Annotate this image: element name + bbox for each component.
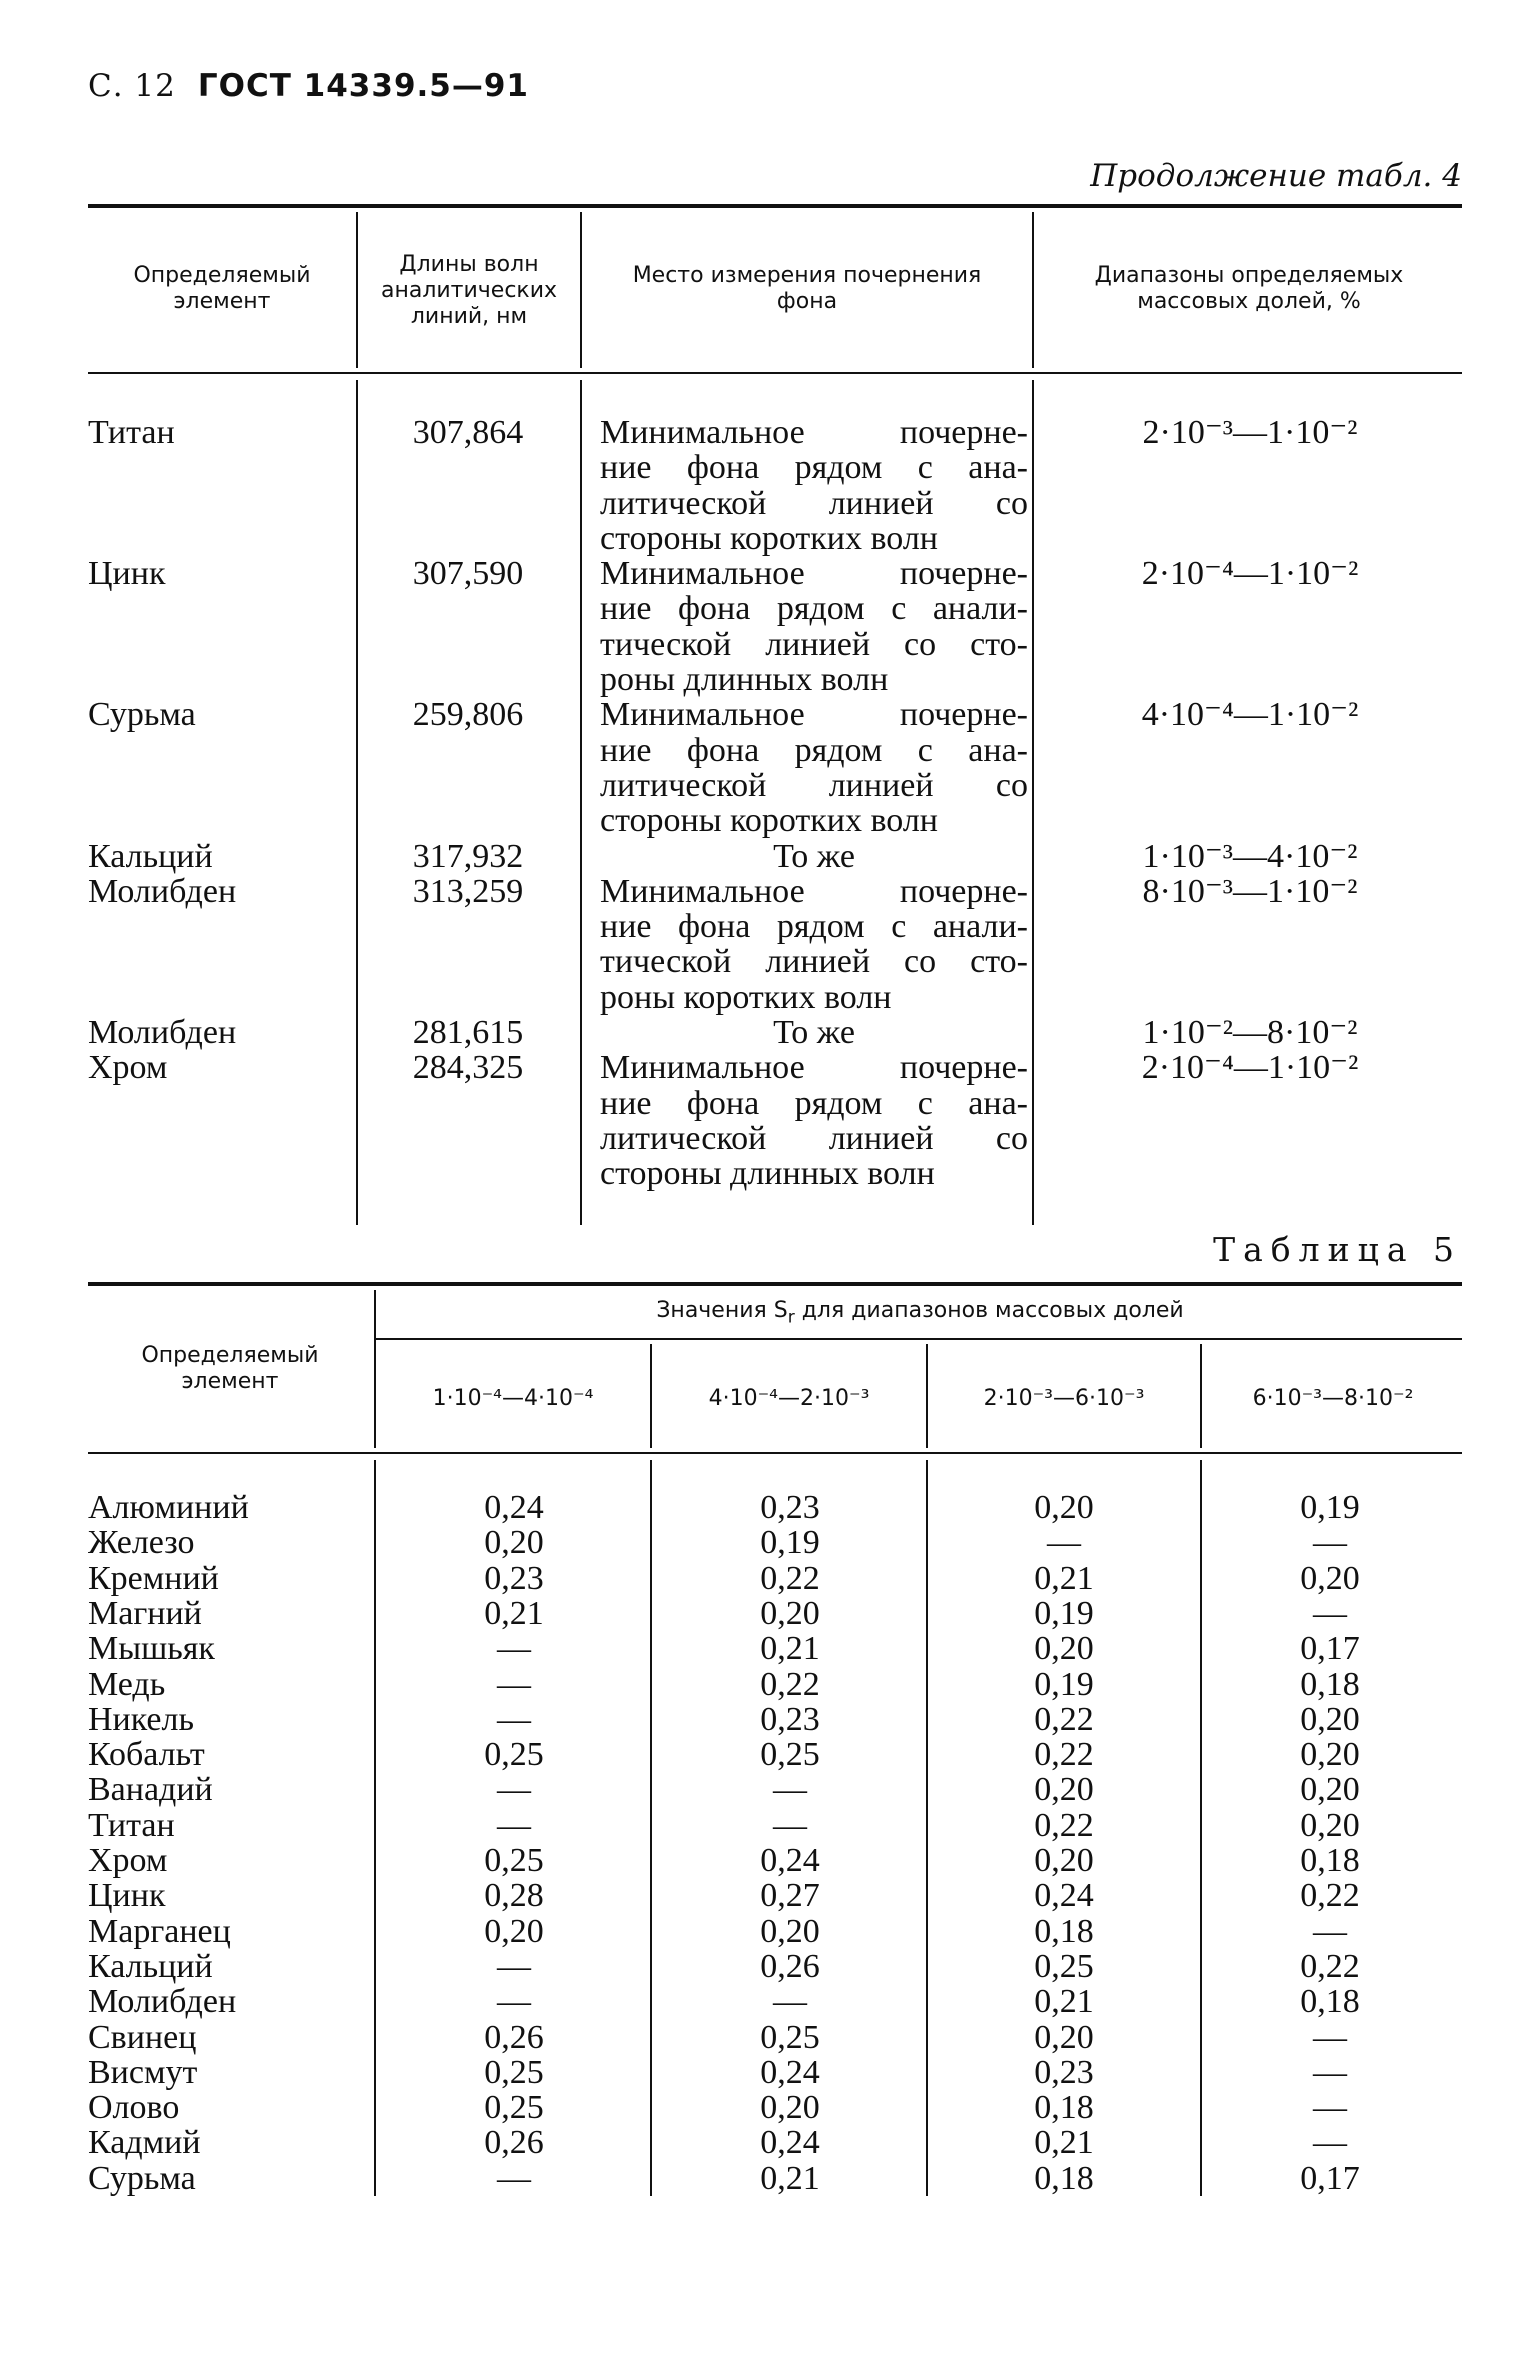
table5-element: Молибден [88,1983,237,2021]
table5-col-element: Определяемый элемент [141,1343,319,1394]
table4-spacer [1040,486,1460,521]
table4-place-line: То же [773,837,855,875]
table5-value: 0,26 [484,2124,544,2162]
table5-element: Кобальт [88,1736,205,1774]
table5-value: 0,25 [760,1736,820,1774]
table4-spacer [88,1086,348,1121]
table4-spacer [1040,1086,1460,1121]
table-row [0,1808,1536,1843]
table-row [0,1737,1536,1772]
table5-value: 0,18 [1034,2159,1094,2197]
table5-value: 0,19 [1034,1665,1094,1703]
table4-element: Кальций [88,837,213,875]
page-number: С. 12 [88,68,176,104]
table5-value: 0,18 [1300,1665,1360,1703]
table4-top-rule [88,204,1462,208]
table5-element: Хром [88,1842,168,1879]
table5-element: Никель [88,1700,194,1738]
table-row [0,2055,1536,2090]
table5-value: — [497,1771,531,1809]
table5-value: 0,22 [1300,1877,1360,1915]
table4-place-line: То же [773,1014,855,1052]
table5-value: 0,28 [484,1877,544,1915]
table4-place-line: Минимальное почерне- [600,556,1028,592]
table4-place-line: роны коротких волн [600,978,892,1016]
table4-range: 2·10⁻³—1·10⁻² [1142,414,1358,451]
table4-place-line: ние фона рядом с анали- [600,591,1028,627]
table4-range-column [1040,415,1460,1192]
table4-place-line: стороны коротких волн [600,802,938,840]
table4-place-line: ние фона рядом с ана- [600,1085,1028,1121]
table4-col-element: Определяемый элемент [133,263,311,314]
table4-spacer [88,521,348,556]
table-row [0,2090,1536,2125]
table-row [0,1702,1536,1737]
table5-value: 0,17 [1300,1630,1360,1668]
table4-spacer [362,944,574,979]
table5-element: Висмут [88,2053,198,2091]
table4-range: 2·10⁻⁴—1·10⁻² [1141,555,1359,593]
table4-spacer [88,1121,348,1156]
table5-col-range-1: 1·10⁻⁴—4·10⁻⁴ [432,1386,594,1411]
table5-value: 0,26 [484,2018,544,2056]
table4-place-line: ние фона рядом с ана- [600,450,1028,486]
table5-element: Железо [88,1524,195,1562]
table4-place-line: ние фона рядом с ана- [600,732,1028,768]
table5-divider [1200,1344,1202,1448]
table5-value: 0,25 [484,1736,544,1774]
table5-value: 0,19 [1300,1489,1360,1526]
table5-value: — [1313,2053,1347,2091]
table5-value: 0,20 [484,1524,544,1562]
table5-value: 0,20 [1034,2018,1094,2056]
table4-col-range: Диапазоны определяемых массовых долей, % [1094,263,1404,314]
table5-value: 0,20 [1300,1559,1360,1597]
table5-value: 0,17 [1300,2159,1360,2197]
table5-value: 0,19 [1034,1594,1094,1632]
table4-divider [580,380,582,1225]
table5-value: 0,21 [1034,1559,1094,1597]
table5-value: 0,22 [760,1559,820,1597]
table5-divider [926,1344,928,1448]
table-row [0,1596,1536,1631]
table4-spacer [88,627,348,662]
table5-value: 0,20 [1034,1842,1094,1879]
table-row [0,1878,1536,1913]
table5-top-rule [88,1282,1462,1286]
table5-element: Свинец [88,2018,197,2056]
table4-spacer [88,450,348,485]
table5-value: 0,20 [1034,1771,1094,1809]
table5-value: 0,20 [1034,1489,1094,1526]
table4-place-line: роны длинных волн [600,661,889,699]
table-row [0,1525,1536,1560]
table5-value: 0,21 [760,1630,820,1668]
table5-value: 0,20 [1300,1736,1360,1774]
table4-spacer [1040,803,1460,838]
table4-col-wavelength: Длины волн аналитических линий, нм [380,252,558,329]
table4-spacer [88,591,348,626]
table5-value: 0,25 [760,2018,820,2056]
table5-element: Сурьма [88,2159,196,2197]
table4-spacer [1040,450,1460,485]
table4-spacer [362,733,574,768]
table4-place-line: Минимальное почерне- [600,873,1028,910]
table4-spacer [1040,944,1460,979]
table5-value: — [497,1947,531,1985]
table5-element: Цинк [88,1877,166,1915]
table4-place-line: Минимальное почерне- [600,697,1028,733]
table5-value: 0,26 [760,1947,820,1985]
table4-element: Хром [88,1049,168,1087]
table4-range: 1·10⁻³—4·10⁻² [1142,837,1358,875]
table5-value: 0,23 [1034,2053,1094,2091]
table4-spacer [1040,521,1460,556]
table4-spacer [362,521,574,556]
table4-place-line: литической линией со [600,1120,1028,1157]
table5-value: — [1313,1594,1347,1632]
table4-range: 2·10⁻⁴—1·10⁻² [1141,1049,1359,1087]
table4-place-line: тической линией со сто- [600,944,1028,980]
table4-element: Молибден [88,872,237,910]
table5-value: 0,25 [484,2053,544,2091]
table5-element: Алюминий [88,1489,249,1526]
table4-element: Титан [88,414,175,451]
table5-value: 0,24 [484,1489,544,1526]
table5-value: 0,22 [1034,1736,1094,1774]
table4-range: 8·10⁻³—1·10⁻² [1142,872,1358,910]
table4-wavelength: 313,259 [412,872,524,910]
table5-group-rule [374,1338,1462,1340]
table5-value: — [497,2159,531,2197]
table4-spacer [1040,662,1460,697]
table4-header-rule [88,372,1462,374]
table5-value: 0,25 [1034,1947,1094,1985]
table-row [0,1667,1536,1702]
table-row [0,2125,1536,2160]
table4-element: Сурьма [88,696,196,734]
table-row [0,1949,1536,1984]
table-row [0,2161,1536,2196]
table4-spacer [1040,980,1460,1015]
table4-element-column [88,415,348,1192]
table4-spacer [362,768,574,803]
table5-divider [374,1290,376,1448]
table5-col-range-2: 4·10⁻⁴—2·10⁻³ [708,1386,870,1411]
table-row [0,1984,1536,2019]
table5-value: — [773,1983,807,2021]
table4-divider [580,212,582,368]
table5-element: Марганец [88,1912,231,1950]
table5-value: 0,20 [1034,1630,1094,1668]
table4-place-line: литической линией со [600,485,1028,521]
table4-divider [1032,380,1034,1225]
table4-element: Цинк [88,555,166,593]
table5-caption: Таблица 5 [1213,1230,1462,1269]
table5-element: Титан [88,1806,175,1844]
table5-value: 0,22 [1034,1806,1094,1844]
table5-value: 0,20 [1300,1700,1360,1738]
table4-spacer [88,909,348,944]
table4-place-line: ние фона рядом с анали- [600,909,1028,945]
table4-spacer [88,733,348,768]
table5-element: Магний [88,1594,202,1632]
table5-value: 0,20 [760,1594,820,1632]
table5-value: 0,20 [760,1912,820,1950]
table5-value: — [1313,1524,1347,1562]
table5-value: 0,24 [760,1842,820,1879]
table4-spacer [362,662,574,697]
table5-value: 0,18 [1300,1842,1360,1879]
table4-spacer [88,980,348,1015]
table5-value: 0,20 [760,2089,820,2127]
table4-spacer [362,1086,574,1121]
table4-col-place: Место измерения почернения фона [632,263,982,314]
page-header [88,68,529,104]
standard-number: ГОСТ 14339.5—91 [197,68,530,104]
table4-place-line: стороны коротких волн [600,519,938,557]
table4-spacer [362,803,574,838]
table5-value: 0,21 [1034,1983,1094,2021]
table5-value: 0,20 [1300,1771,1360,1809]
table5-value: 0,23 [760,1489,820,1526]
table4-spacer [362,1121,574,1156]
table5-element: Кальций [88,1947,213,1985]
table5-col-range-4: 6·10⁻³—8·10⁻² [1252,1386,1414,1411]
table5-value: 0,18 [1034,2089,1094,2127]
table5-value: 0,20 [484,1912,544,1950]
table4-spacer [88,944,348,979]
table4-spacer [362,486,574,521]
table-row [0,2020,1536,2055]
table5-value: 0,25 [484,2089,544,2127]
table4-place-column [600,415,1028,1192]
table4-wavelength: 307,864 [412,414,524,451]
table5-header-rule [88,1452,1462,1454]
table4-spacer [362,591,574,626]
table5-value: 0,18 [1034,1912,1094,1950]
table4-spacer [88,768,348,803]
table4-wavelength: 307,590 [412,555,524,593]
table5-value: 0,19 [760,1524,820,1562]
table5-element: Кадмий [88,2124,201,2162]
table4-spacer [362,627,574,662]
table4-range: 1·10⁻²—8·10⁻² [1142,1014,1358,1052]
table5-value: 0,27 [760,1877,820,1915]
table-row [0,1843,1536,1878]
table5-value: 0,23 [484,1559,544,1597]
table5-value: — [1313,2089,1347,2127]
table4-wavelength: 317,932 [412,837,524,875]
table-row [0,1631,1536,1666]
table5-value: 0,23 [760,1700,820,1738]
table5-value: 0,24 [1034,1877,1094,1915]
table5-col-group: Значения $S_r$ для диапазонов массовых долей [656,1298,1184,1328]
table4-place-line: Минимальное почерне- [600,1050,1028,1086]
table4-wavelength: 284,325 [412,1049,524,1087]
table4-place-line: литической линией со [600,767,1028,804]
table4-divider [1032,212,1034,368]
table4-wavelength: 281,615 [412,1014,524,1052]
table5-value: 0,24 [760,2124,820,2162]
table4-spacer [1040,627,1460,662]
table5-divider [650,1344,652,1448]
table4-caption: Продолжение табл. 4 [1090,158,1462,194]
table-row [0,1561,1536,1596]
table5-value: 0,22 [1300,1947,1360,1985]
table5-value: 0,24 [760,2053,820,2091]
table4-place-line: тической линией со сто- [600,626,1028,663]
table4-spacer [1040,733,1460,768]
table5-element: Кремний [88,1559,219,1597]
table4-spacer [88,803,348,838]
table5-value: — [497,1983,531,2021]
table5-value: 0,22 [760,1665,820,1703]
table5-value: — [1313,2018,1347,2056]
table5-element: Олово [88,2089,180,2127]
table5-value: — [497,1630,531,1668]
table4-spacer [1040,1156,1460,1191]
table5-value: — [1047,1524,1081,1562]
table4-place-line: стороны длинных волн [600,1155,935,1193]
table4-place-line: Минимальное почерне- [600,415,1028,451]
table4-spacer [1040,768,1460,803]
table5-value: — [497,1806,531,1844]
table5-value: — [773,1771,807,1809]
table5-value: 0,20 [1300,1806,1360,1844]
table5-value: 0,21 [484,1594,544,1632]
table4-range: 4·10⁻⁴—1·10⁻² [1141,696,1359,734]
table4-spacer [88,1156,348,1191]
table-row [0,1914,1536,1949]
table5-element: Мышьяк [88,1630,215,1668]
table4-wavelength-column [362,415,574,1192]
table-row [0,1490,1536,1525]
table4-spacer [88,662,348,697]
table5-value: — [773,1806,807,1844]
table5-value: 0,18 [1300,1983,1360,2021]
table5-value: — [1313,2124,1347,2162]
table-row [0,1772,1536,1807]
table5-col-range-3: 2·10⁻³—6·10⁻³ [983,1386,1145,1411]
table4-spacer [362,980,574,1015]
table4-spacer [362,1156,574,1191]
table5-value: — [1313,1912,1347,1950]
table5-value: 0,21 [1034,2124,1094,2162]
table5-value: 0,22 [1034,1700,1094,1738]
table5-value: 0,21 [760,2159,820,2197]
table4-element: Молибден [88,1014,237,1052]
table5-value: — [497,1700,531,1738]
table4-spacer [362,909,574,944]
table4-divider [356,212,358,368]
table4-spacer [88,486,348,521]
table4-spacer [362,450,574,485]
table5-value: 0,25 [484,1842,544,1879]
table4-divider [356,380,358,1225]
table4-spacer [1040,591,1460,626]
table4-spacer [1040,909,1460,944]
table5-element: Ванадий [88,1771,213,1809]
table5-value: — [497,1665,531,1703]
table5-element: Медь [88,1665,166,1703]
table4-spacer [1040,1121,1460,1156]
table4-wavelength: 259,806 [412,696,524,734]
